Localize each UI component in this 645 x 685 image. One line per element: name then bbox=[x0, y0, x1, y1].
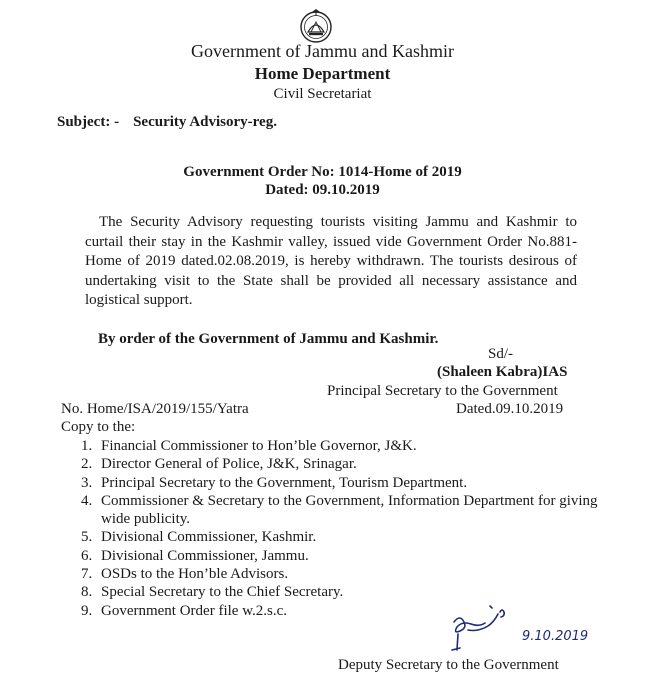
list-item bbox=[81, 528, 601, 546]
signatory-designation: Principal Secretary to the Government bbox=[327, 383, 558, 399]
signature-date: 9.10.2019 bbox=[522, 629, 588, 644]
list-item bbox=[81, 455, 601, 473]
copy-to-list bbox=[81, 437, 601, 620]
list-item bbox=[81, 547, 601, 565]
order-number: Government Order No: 1014-Home of 2019 bbox=[183, 164, 462, 180]
list-item-text: Divisional Commissioner, Jammu. bbox=[101, 547, 309, 564]
subject-text: Security Advisory-reg. bbox=[133, 114, 277, 130]
list-item-number: 2. bbox=[81, 456, 93, 473]
deputy-secretary-designation: Deputy Secretary to the Government bbox=[338, 657, 559, 673]
list-item-number: 8. bbox=[81, 584, 93, 601]
list-item-number: 4. bbox=[81, 492, 93, 509]
list-item-text: Divisional Commissioner, Kashmir. bbox=[101, 529, 317, 546]
list-item-text: Special Secretary to the Chief Secretary. bbox=[101, 584, 344, 601]
reference-date: Dated.09.10.2019 bbox=[456, 401, 564, 417]
list-item-number: 3. bbox=[81, 474, 93, 491]
order-body-paragraph: The Security Advisory requesting tourists visiting Jammu and Kashmir to curtail their stay in the Kashmir valley, issued vide Government Order No.881-Home of 2019 dated.02.08.2019, is hereby withdrawn. The tourists desirous of undertaking visit to the State shall be provided all necessary assistance and logistical support. bbox=[85, 214, 577, 308]
list-item bbox=[81, 437, 601, 455]
copy-to-label: Copy to the: bbox=[61, 419, 136, 435]
list-item bbox=[81, 583, 601, 601]
list-item-text: Principal Secretary to the Government, Tourism Department. bbox=[101, 474, 468, 491]
subject-line bbox=[57, 114, 277, 131]
list-item-number: 7. bbox=[81, 566, 93, 583]
government-title: Government of Jammu and Kashmir bbox=[191, 41, 454, 61]
order-date: Dated: 09.10.2019 bbox=[265, 182, 380, 198]
list-item-text: Director General of Police, J&K, Srinagar. bbox=[101, 456, 357, 473]
list-item-number: 1. bbox=[81, 438, 93, 454]
handwritten-signature bbox=[438, 600, 588, 658]
list-item-text: OSDs to the Hon’ble Advisors. bbox=[101, 566, 289, 583]
list-item-number: 6. bbox=[81, 547, 93, 564]
office-title: Civil Secretariat bbox=[273, 86, 372, 102]
list-item-text: Commissioner & Secretary to the Government, Information Department for giving wide publicity. bbox=[101, 492, 598, 528]
jk-government-emblem-icon bbox=[298, 8, 334, 44]
sd-mark: Sd/- bbox=[488, 346, 514, 362]
list-item bbox=[81, 474, 601, 492]
department-title: Home Department bbox=[254, 64, 391, 83]
list-item-text: Government Order file w.2.s.c. bbox=[101, 602, 288, 619]
signatory-name: (Shaleen Kabra)IAS bbox=[437, 364, 568, 380]
reference-number: No. Home/ISA/2019/155/Yatra bbox=[61, 401, 249, 417]
list-item-number: 5. bbox=[81, 529, 93, 546]
list-item-number: 9. bbox=[81, 602, 93, 619]
list-item bbox=[81, 565, 601, 583]
subject-label: Subject: - bbox=[57, 114, 120, 130]
by-order-line: By order of the Government of Jammu and Kashmir. bbox=[98, 331, 439, 347]
list-item bbox=[81, 492, 601, 529]
list-item-text: Financial Commissioner to Hon’ble Governor, J&K. bbox=[101, 438, 417, 454]
